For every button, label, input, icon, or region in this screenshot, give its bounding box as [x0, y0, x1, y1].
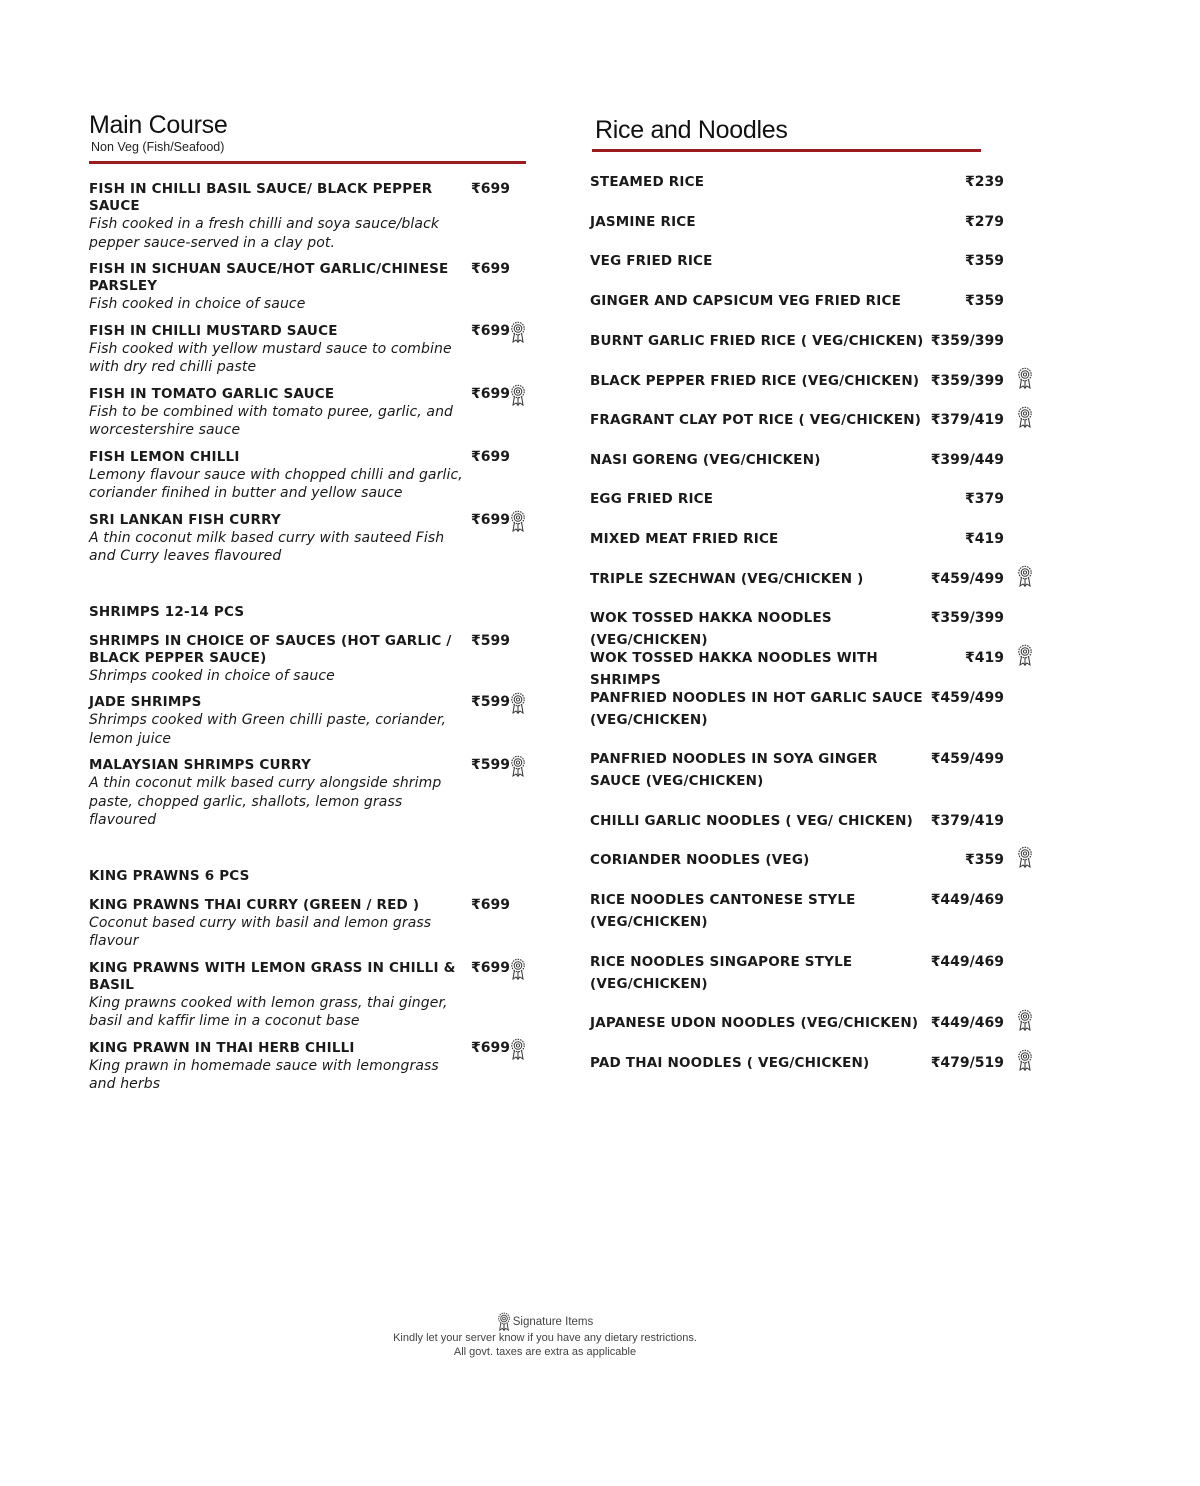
menu-item [590, 687, 1040, 731]
menu-item [590, 849, 1040, 871]
item-price: ₹599 [471, 757, 510, 773]
item-name: GINGER AND CAPSICUM VEG FRIED RICE [590, 293, 902, 309]
menu-item [89, 323, 529, 377]
signature-badge-icon [1017, 367, 1033, 389]
menu-item [89, 512, 529, 566]
item-name: PANFRIED NOODLES IN HOT GARLIC SAUCE (VEG/CHICKEN) [590, 690, 923, 728]
item-price: ₹239 [965, 174, 1004, 190]
signature-legend [300, 1312, 790, 1331]
item-price: ₹699 [471, 385, 510, 402]
item-name: TRIPLE SZECHWAN (VEG/CHICKEN ) [590, 571, 864, 587]
tax-note: All govt. taxes are extra as applicable [453, 1346, 637, 1358]
menu-item [590, 409, 1040, 431]
signature-badge-icon [510, 321, 526, 343]
item-price: ₹449/469 [930, 1015, 1004, 1031]
menu-item [89, 386, 529, 440]
item-price: ₹399/449 [930, 452, 1004, 468]
menu-item [590, 607, 1040, 651]
signature-badge-icon [497, 1312, 511, 1331]
item-description: Coconut based curry with basil and lemon grass flavour [89, 914, 432, 949]
item-description: Fish to be combined with tomato puree, garlic, and worcestershire sauce [89, 403, 454, 438]
menu-item [89, 694, 529, 748]
item-name: FISH IN SICHUAN SAUCE/HOT GARLIC/CHINESE PARSLEY [89, 261, 449, 294]
item-price: ₹359 [965, 253, 1004, 269]
item-name: BURNT GARLIC FRIED RICE ( VEG/CHICKEN) [590, 333, 924, 349]
menu-item [590, 330, 1040, 352]
menu-item [590, 748, 1040, 792]
item-name: BLACK PEPPER FRIED RICE (VEG/CHICKEN) [590, 373, 920, 389]
item-description: Shrimps cooked with Green chilli paste, coriander, lemon juice [89, 712, 446, 747]
dietary-note: Kindly let your server know if you have any dietary restrictions. [393, 1332, 697, 1344]
item-price: ₹359/399 [930, 610, 1004, 626]
item-name: FISH IN TOMATO GARLIC SAUCE [89, 385, 335, 402]
item-price: ₹699 [471, 261, 510, 277]
fish-list [89, 181, 529, 566]
item-price: ₹599 [471, 694, 510, 710]
shrimp-list [89, 633, 529, 830]
signature-badge-icon [1017, 565, 1033, 587]
menu-item [590, 211, 1040, 233]
rice-noodles-title: Rice and Noodles [595, 116, 788, 144]
signature-badge-icon [1017, 406, 1033, 428]
item-name: VEG FRIED RICE [590, 253, 713, 269]
item-name: EGG FRIED RICE [590, 491, 714, 507]
item-name: PAD THAI NOODLES ( VEG/CHICKEN) [590, 1055, 870, 1071]
item-price: ₹459/499 [930, 751, 1004, 767]
prawns-heading: KING PRAWNS 6 PCS [89, 867, 250, 884]
item-price: ₹699 [471, 959, 510, 976]
item-description: Fish cooked in a fresh chilli and soya sauce/black pepper sauce-served in a clay pot. [89, 216, 440, 251]
menu-item [590, 810, 1040, 832]
menu-item [590, 290, 1040, 312]
menu-item [590, 370, 1040, 392]
item-description: King prawns cooked with lemon grass, thai ginger, basil and kaffir lime in a coconut base [89, 994, 448, 1029]
signature-badge-icon [1017, 846, 1033, 868]
item-price: ₹699 [471, 322, 510, 339]
signature-legend-label: Signature Items [512, 1315, 594, 1328]
item-price: ₹699 [471, 181, 510, 197]
section-divider [592, 149, 981, 152]
menu-item [590, 171, 1040, 193]
menu-item [590, 647, 1040, 691]
menu-item [590, 250, 1040, 272]
signature-badge-icon [510, 1038, 526, 1060]
item-price: ₹359/399 [930, 333, 1004, 349]
item-name: FISH IN CHILLI BASIL SAUCE/ BLACK PEPPER SAUCE [89, 181, 433, 214]
item-name: FISH LEMON CHILLI [89, 448, 240, 465]
item-price: ₹379/419 [930, 412, 1004, 428]
item-price: ₹699 [471, 511, 510, 528]
menu-item [89, 449, 529, 503]
item-price: ₹699 [471, 1039, 510, 1056]
item-name: FRAGRANT CLAY POT RICE ( VEG/CHICKEN) [590, 412, 922, 428]
item-name: WOK TOSSED HAKKA NOODLES (VEG/CHICKEN) [590, 610, 832, 648]
item-description: King prawn in homemade sauce with lemongrass and herbs [89, 1057, 439, 1092]
main-course-title: Main Course [89, 111, 228, 139]
menu-item [89, 181, 529, 252]
item-name: RICE NOODLES CANTONESE STYLE (VEG/CHICKEN) [590, 892, 856, 930]
item-name: CORIANDER NOODLES (VEG) [590, 852, 810, 868]
item-description: Shrimps cooked in choice of sauce [89, 667, 335, 684]
item-name: MIXED MEAT FRIED RICE [590, 531, 779, 547]
item-price: ₹459/499 [930, 571, 1004, 587]
item-price: ₹279 [965, 214, 1004, 230]
item-name: RICE NOODLES SINGAPORE STYLE (VEG/CHICKEN) [590, 954, 853, 992]
menu-item [590, 488, 1040, 510]
main-course-subtitle: Non Veg (Fish/Seafood) [91, 140, 225, 154]
signature-badge-icon [510, 958, 526, 980]
item-name: STEAMED RICE [590, 174, 705, 190]
item-name: SRI LANKAN FISH CURRY [89, 511, 281, 528]
item-price: ₹449/469 [930, 954, 1004, 970]
menu-footer [300, 1312, 790, 1359]
menu-item [590, 951, 1040, 995]
signature-badge-icon [510, 692, 526, 714]
menu-item [590, 568, 1040, 590]
menu-item [89, 633, 529, 686]
item-description: A thin coconut milk based curry alongside shrimp paste, chopped garlic, shallots, lemon grass flavoured [89, 775, 442, 828]
menu-item [89, 960, 529, 1031]
main-course-section [89, 110, 529, 1103]
item-description: Lemony flavour sauce with chopped chilli and garlic, coriander finihed in butter and yellow sauce [89, 466, 463, 501]
item-name: KING PRAWNS THAI CURRY (GREEN / RED ) [89, 896, 420, 913]
item-price: ₹359 [965, 293, 1004, 309]
item-price: ₹459/499 [930, 690, 1004, 706]
item-description: A thin coconut milk based curry with sauteed Fish and Curry leaves flavoured [89, 529, 445, 564]
rice-noodles-section [590, 114, 1040, 1071]
signature-badge-icon [1017, 1049, 1033, 1071]
item-price: ₹379 [965, 491, 1004, 507]
item-price: ₹379/419 [930, 813, 1004, 829]
item-name: WOK TOSSED HAKKA NOODLES WITH SHRIMPS [590, 650, 878, 688]
item-name: FISH IN CHILLI MUSTARD SAUCE [89, 322, 338, 339]
item-price: ₹419 [965, 531, 1004, 547]
menu-item [89, 757, 529, 830]
menu-item [89, 261, 529, 314]
item-price: ₹699 [471, 448, 510, 465]
item-price: ₹599 [471, 632, 510, 649]
signature-badge-icon [1017, 1009, 1033, 1031]
section-divider [89, 161, 526, 164]
prawn-list [89, 897, 529, 1094]
item-price: ₹419 [965, 650, 1004, 666]
item-price: ₹449/469 [930, 892, 1004, 908]
item-description: Fish cooked with yellow mustard sauce to combine with dry red chilli paste [89, 340, 452, 375]
item-description: Fish cooked in choice of sauce [89, 296, 306, 312]
item-price: ₹359 [965, 852, 1004, 868]
item-name: CHILLI GARLIC NOODLES ( VEG/ CHICKEN) [590, 813, 913, 829]
menu-item [89, 1040, 529, 1094]
menu-item [590, 1012, 1040, 1034]
item-price: ₹699 [471, 896, 510, 913]
menu-item [590, 528, 1040, 550]
menu-item [590, 1052, 1040, 1074]
signature-badge-icon [510, 384, 526, 406]
item-name: PANFRIED NOODLES IN SOYA GINGER SAUCE (VEG/CHICKEN) [590, 751, 878, 789]
item-name: NASI GORENG (VEG/CHICKEN) [590, 452, 821, 468]
shrimps-heading: SHRIMPS 12-14 PCS [89, 603, 245, 620]
item-name: JADE SHRIMPS [89, 694, 202, 710]
signature-badge-icon [510, 755, 526, 777]
item-name: JAPANESE UDON NOODLES (VEG/CHICKEN) [590, 1015, 919, 1031]
signature-badge-icon [510, 510, 526, 532]
item-name: MALAYSIAN SHRIMPS CURRY [89, 757, 312, 773]
menu-item [590, 449, 1040, 471]
menu-item [590, 889, 1040, 933]
item-name: SHRIMPS IN CHOICE OF SAUCES (HOT GARLIC / BLACK PEPPER SAUCE) [89, 632, 452, 666]
item-name: JASMINE RICE [590, 214, 696, 230]
signature-badge-icon [1017, 644, 1033, 666]
item-price: ₹359/399 [930, 373, 1004, 389]
item-price: ₹479/519 [930, 1055, 1004, 1071]
menu-item [89, 897, 529, 951]
item-name: KING PRAWN IN THAI HERB CHILLI [89, 1039, 355, 1056]
item-name: KING PRAWNS WITH LEMON GRASS IN CHILLI & BASIL [89, 959, 456, 993]
